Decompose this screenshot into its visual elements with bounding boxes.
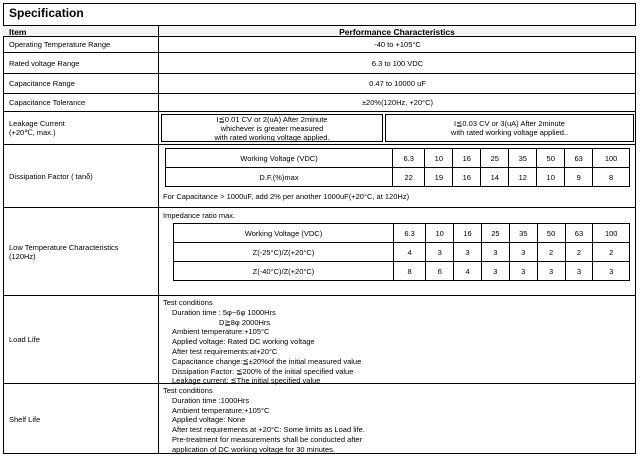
column-divider	[158, 25, 159, 454]
header-item: Item	[9, 27, 27, 37]
dissipation-voltage-header: Working Voltage (VDC)	[166, 149, 393, 168]
dissipation-df-cell: 14	[481, 168, 509, 187]
low-temp-z25-cell: 3	[454, 243, 482, 262]
low-temp-z40-cell: 3	[565, 262, 593, 281]
low-temp-voltage-row	[174, 224, 630, 243]
dissipation-df-label: D.F.(%)max	[166, 168, 393, 187]
dissipation-voltage-cell: 100	[593, 149, 630, 168]
shelf-life-line: application of DC working voltage for 30 minutes.	[172, 444, 336, 454]
row-rated-voltage	[3, 53, 636, 74]
shelf-life-line: Test conditions	[163, 386, 213, 395]
low-temp-z40-cell: 3	[481, 262, 509, 281]
leakage-right-box	[385, 114, 634, 142]
dissipation-df-cell: 8	[593, 168, 630, 187]
dissipation-voltage-cell: 16	[453, 149, 481, 168]
dissipation-df-row	[166, 168, 630, 187]
header-performance: Performance Characteristics	[339, 27, 455, 37]
dissipation-label: Dissipation Factor ( tanδ)	[9, 171, 93, 181]
row-capacitance-tolerance	[3, 94, 636, 112]
low-temp-voltage-cell: 25	[481, 224, 509, 243]
low-temp-z40-cell: 3	[537, 262, 565, 281]
dissipation-voltage-cell: 63	[565, 149, 593, 168]
dissipation-voltage-cell: 50	[537, 149, 565, 168]
table-header-row	[3, 25, 636, 37]
load-life-line: D≧8φ 2000Hrs	[219, 317, 271, 327]
row-operating-temp	[3, 37, 636, 53]
load-life-conditions	[163, 298, 361, 386]
leakage-left-line2: whichever is greater measured	[220, 123, 324, 133]
load-life-line: Test conditions	[163, 298, 213, 307]
load-life-line: After test requirements:at+20°C	[172, 346, 278, 356]
dissipation-table	[165, 148, 630, 187]
rated-voltage-label: Rated voltage Range	[9, 58, 80, 68]
dissipation-voltage-cell: 35	[509, 149, 537, 168]
low-temp-voltage-cell: 100	[593, 224, 630, 243]
row-dissipation-factor	[3, 145, 636, 208]
low-temp-z40-cell: 4	[454, 262, 482, 281]
low-temp-label-line1: Low Temperature Characteristics	[9, 242, 119, 252]
low-temp-z25-cell: 4	[394, 243, 426, 262]
row-load-life	[3, 296, 636, 384]
row-shelf-life	[3, 384, 636, 454]
shelf-life-line: Ambient temperature:+105°C	[172, 405, 270, 415]
low-temp-voltage-cell: 35	[509, 224, 537, 243]
capacitance-tolerance-label: Capacitance Tolerance	[9, 98, 86, 107]
specification-sheet	[3, 3, 636, 454]
low-temp-z40-cell: 8	[394, 262, 426, 281]
leakage-left-box	[161, 114, 383, 142]
load-life-line: Applied voltage: Rated DC working voltage	[172, 337, 315, 347]
low-temp-voltage-cell: 6.3	[394, 224, 426, 243]
low-temp-z25-cell: 2	[565, 243, 593, 262]
low-temp-voltage-cell: 50	[537, 224, 565, 243]
shelf-life-line: After test requirements at +20°C: Some limits as Load life.	[172, 425, 365, 435]
leakage-label-line1: Leakage Current	[9, 119, 65, 128]
dissipation-voltage-cell: 6.3	[393, 149, 425, 168]
operating-temp-value: -40 to +105°C	[374, 40, 421, 49]
low-temp-z25-cell: 3	[481, 243, 509, 262]
operating-temp-label: Operating Temperature Range	[9, 40, 111, 49]
low-temp-z40-label: Z(-40°C)/Z(+20°C)	[174, 262, 394, 281]
low-temp-z40-cell: 3	[593, 262, 630, 281]
low-temp-z25-row	[174, 243, 630, 262]
spec-title: Specification	[9, 6, 84, 20]
low-temp-table	[173, 223, 630, 281]
low-temp-z25-cell: 3	[426, 243, 454, 262]
load-life-label: Load Life	[9, 335, 40, 344]
dissipation-voltage-row	[166, 149, 630, 168]
low-temp-z40-row	[174, 262, 630, 281]
capacitance-range-label: Capacitance Range	[9, 79, 75, 88]
low-temp-z25-label: Z(-25°C)/Z(+20°C)	[174, 243, 394, 262]
leakage-right-line1: I≦0.03 CV or 3(uA) After 2minute	[454, 119, 565, 128]
row-low-temp	[3, 208, 636, 296]
dissipation-voltage-cell: 25	[481, 149, 509, 168]
low-temp-z40-cell: 3	[509, 262, 537, 281]
leakage-left-line3: with rated working voltage applied.	[214, 132, 330, 142]
low-temp-z25-cell: 3	[509, 243, 537, 262]
low-temp-voltage-cell: 10	[426, 224, 454, 243]
leakage-label	[9, 112, 154, 144]
capacitance-range-value: 0.47 to 10000 uF	[369, 79, 426, 88]
low-temp-voltage-cell: 16	[454, 224, 482, 243]
low-temp-voltage-header: Working Voltage (VDC)	[174, 224, 394, 243]
load-life-line: Duration time : 5φ~6φ 1000Hrs	[172, 307, 276, 317]
row-leakage-current	[3, 112, 636, 145]
load-life-line: Dissipation Factor: ≦200% of the initial specified value	[172, 366, 354, 376]
shelf-life-line: Duration time :1000Hrs	[172, 395, 250, 405]
load-life-line: Leakage current: ≦The initial specified value	[172, 376, 321, 386]
low-temp-z25-cell: 2	[537, 243, 565, 262]
low-temp-z40-cell: 6	[426, 262, 454, 281]
dissipation-df-cell: 10	[537, 168, 565, 187]
shelf-life-label: Shelf Life	[9, 414, 41, 424]
shelf-life-line: Pre-treatment for measurements shall be conducted after	[172, 434, 363, 444]
shelf-life-line: Applied voltage: None	[172, 415, 246, 425]
low-temp-voltage-cell: 63	[565, 224, 593, 243]
low-temp-label-line2: (120Hz)	[9, 251, 36, 261]
row-capacitance-range	[3, 74, 636, 94]
low-temp-caption: Impedance ratio max.	[163, 211, 236, 220]
dissipation-df-cell: 19	[425, 168, 453, 187]
dissipation-df-cell: 16	[453, 168, 481, 187]
dissipation-note: For Capacitance > 1000uF, add 2% per another 1000uF(+20°C, at 120Hz)	[163, 192, 410, 201]
capacitance-tolerance-value: ±20%(120Hz, +20°C)	[361, 98, 434, 107]
leakage-label-line2: (+20℃, max.)	[9, 128, 56, 137]
shelf-life-conditions	[163, 386, 365, 455]
dissipation-voltage-cell: 10	[425, 149, 453, 168]
leakage-left-line1: I≦0.01 CV or 2(uA) After 2minute	[216, 114, 328, 124]
load-life-line: Capacitance change:≦±20%of the initial measured value	[172, 356, 362, 366]
load-life-line: Ambient temperature:+105°C	[172, 327, 270, 337]
low-temp-label	[9, 208, 154, 295]
dissipation-df-cell: 12	[509, 168, 537, 187]
leakage-right-line2: with rated working voltage applied..	[450, 128, 569, 137]
low-temp-z25-cell: 2	[593, 243, 630, 262]
rated-voltage-value: 6.3 to 100 VDC	[371, 58, 424, 68]
dissipation-df-cell: 9	[565, 168, 593, 187]
dissipation-df-cell: 22	[393, 168, 425, 187]
